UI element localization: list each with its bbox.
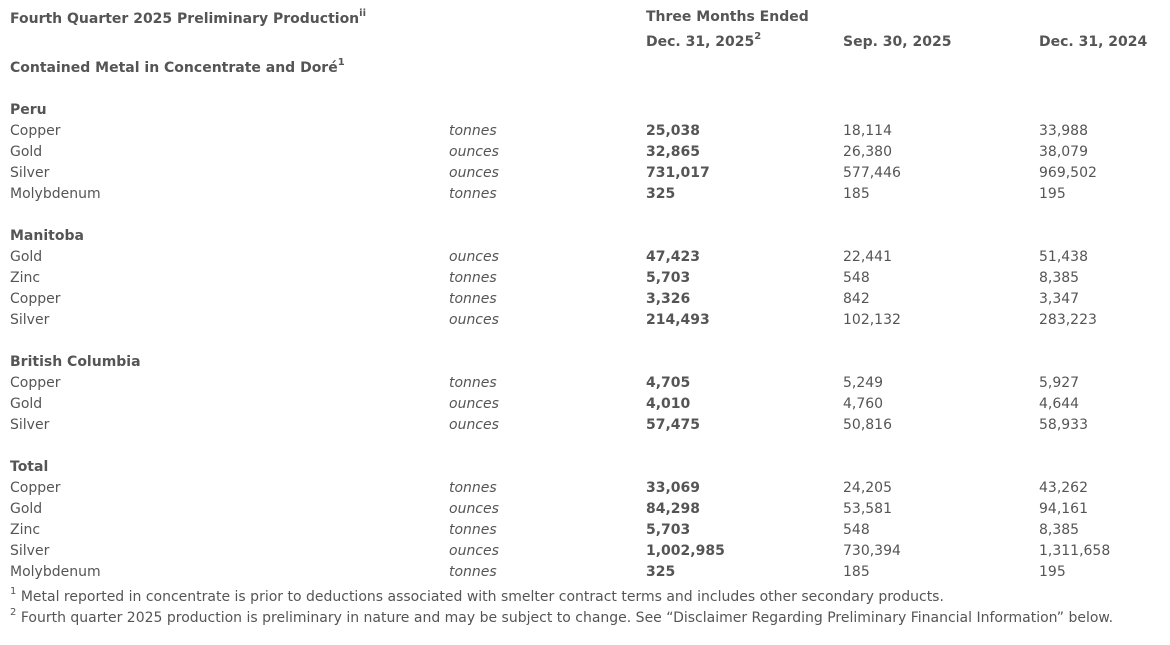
unit-label: tonnes [449, 270, 497, 286]
value-dec-2024: 4,644 [1039, 396, 1080, 412]
unit-label: tonnes [449, 375, 497, 391]
metal-name: Molybdenum [10, 186, 101, 202]
value-dec-2024: 38,079 [1039, 144, 1088, 160]
value-dec-2025: 57,475 [646, 417, 701, 433]
value-dec-2025: 32,865 [646, 144, 701, 160]
unit-label: tonnes [449, 291, 497, 307]
value-sep-2025: 24,205 [843, 480, 892, 496]
value-dec-2024: 5,927 [1039, 375, 1080, 391]
table-row [0, 268, 1170, 289]
footnote-marker: 2 [10, 607, 17, 619]
value-dec-2025: 5,703 [646, 522, 691, 538]
table-row [0, 247, 1170, 268]
unit-label: tonnes [449, 522, 497, 538]
section-title: Manitoba [10, 228, 84, 244]
table-title-text: Fourth Quarter 2025 Preliminary Production [10, 11, 360, 27]
value-dec-2024: 195 [1039, 564, 1066, 580]
footnote-2 [10, 608, 1113, 628]
value-sep-2025: 185 [843, 186, 870, 202]
value-sep-2025: 26,380 [843, 144, 892, 160]
value-sep-2025: 102,132 [843, 312, 901, 328]
value-dec-2024: 51,438 [1039, 249, 1088, 265]
table-row [0, 562, 1170, 583]
table-row [0, 142, 1170, 163]
unit-label: ounces [449, 501, 499, 517]
table-row [0, 478, 1170, 499]
value-dec-2025: 47,423 [646, 249, 701, 265]
value-dec-2024: 195 [1039, 186, 1066, 202]
metal-name: Copper [10, 291, 61, 307]
unit-label: tonnes [449, 564, 497, 580]
value-dec-2024: 8,385 [1039, 522, 1080, 538]
metal-name: Silver [10, 312, 50, 328]
table-row [0, 520, 1170, 541]
value-sep-2025: 22,441 [843, 249, 892, 265]
value-dec-2024: 8,385 [1039, 270, 1080, 286]
table-row [0, 415, 1170, 436]
unit-label: ounces [449, 249, 499, 265]
value-sep-2025: 18,114 [843, 123, 892, 139]
metal-name: Zinc [10, 522, 41, 538]
value-dec-2025: 325 [646, 564, 676, 580]
value-dec-2025: 3,326 [646, 291, 691, 307]
column-header-current-text: Dec. 31, 2025 [646, 34, 755, 50]
column-header-prior-quarter: Sep. 30, 2025 [843, 34, 952, 50]
metal-name: Copper [10, 375, 61, 391]
section-title: Total [10, 459, 49, 475]
metal-name: Gold [10, 144, 43, 160]
footnote-text: Fourth quarter 2025 production is preliminary in nature and may be subject to change. See “Disclaimer Regarding Preliminary Financial Information” below. [20, 610, 1114, 626]
metal-name: Copper [10, 480, 61, 496]
value-sep-2025: 577,446 [843, 165, 901, 181]
metal-name: Silver [10, 417, 50, 433]
value-dec-2025: 325 [646, 186, 676, 202]
value-dec-2024: 94,161 [1039, 501, 1088, 517]
period-header: Three Months Ended [646, 9, 809, 25]
section-title: Peru [10, 102, 47, 118]
value-sep-2025: 50,816 [843, 417, 892, 433]
unit-label: tonnes [449, 186, 497, 202]
table-subtitle [10, 58, 345, 78]
value-dec-2025: 4,010 [646, 396, 691, 412]
value-dec-2024: 283,223 [1039, 312, 1097, 328]
value-dec-2024: 43,262 [1039, 480, 1088, 496]
value-sep-2025: 5,249 [843, 375, 884, 391]
value-dec-2024: 33,988 [1039, 123, 1088, 139]
table-subtitle-text: Contained Metal in Concentrate and Doré [10, 60, 338, 76]
column-header-footnote-marker: 2 [754, 31, 762, 43]
value-dec-2025: 214,493 [646, 312, 710, 328]
unit-label: ounces [449, 396, 499, 412]
title-footnote-marker: ii [359, 8, 367, 20]
table-row [0, 310, 1170, 331]
unit-label: tonnes [449, 480, 497, 496]
value-dec-2024: 969,502 [1039, 165, 1097, 181]
metal-name: Gold [10, 249, 43, 265]
value-dec-2025: 84,298 [646, 501, 701, 517]
table-title [10, 9, 366, 29]
value-sep-2025: 730,394 [843, 543, 901, 559]
unit-label: ounces [449, 417, 499, 433]
unit-label: ounces [449, 543, 499, 559]
subtitle-footnote-marker: 1 [337, 57, 345, 69]
footnote-text: Metal reported in concentrate is prior to deductions associated with smelter contract terms and includes other secondary products. [20, 589, 944, 605]
value-dec-2025: 1,002,985 [646, 543, 725, 559]
unit-label: tonnes [449, 123, 497, 139]
table-row [0, 184, 1170, 205]
metal-name: Gold [10, 396, 43, 412]
value-dec-2024: 58,933 [1039, 417, 1088, 433]
value-sep-2025: 548 [843, 522, 870, 538]
table-row [0, 373, 1170, 394]
metal-name: Gold [10, 501, 43, 517]
metal-name: Silver [10, 165, 50, 181]
unit-label: ounces [449, 144, 499, 160]
table-row [0, 499, 1170, 520]
table-row [0, 541, 1170, 562]
metal-name: Zinc [10, 270, 41, 286]
column-header-prior-year: Dec. 31, 2024 [1039, 34, 1148, 50]
unit-label: ounces [449, 312, 499, 328]
unit-label: ounces [449, 165, 499, 181]
value-dec-2025: 5,703 [646, 270, 691, 286]
table-row [0, 289, 1170, 310]
value-dec-2024: 1,311,658 [1039, 543, 1111, 559]
table-row [0, 163, 1170, 184]
table-row [0, 394, 1170, 415]
metal-name: Silver [10, 543, 50, 559]
value-sep-2025: 4,760 [843, 396, 884, 412]
footnote-marker: 1 [10, 586, 17, 598]
footnote-1 [10, 587, 944, 607]
value-dec-2025: 4,705 [646, 375, 691, 391]
metal-name: Molybdenum [10, 564, 101, 580]
section-title: British Columbia [10, 354, 141, 370]
value-dec-2025: 731,017 [646, 165, 710, 181]
value-sep-2025: 548 [843, 270, 870, 286]
table-row [0, 121, 1170, 142]
value-dec-2025: 25,038 [646, 123, 701, 139]
column-header-current [646, 32, 761, 52]
value-sep-2025: 842 [843, 291, 870, 307]
value-sep-2025: 185 [843, 564, 870, 580]
value-dec-2024: 3,347 [1039, 291, 1080, 307]
metal-name: Copper [10, 123, 61, 139]
value-dec-2025: 33,069 [646, 480, 701, 496]
value-sep-2025: 53,581 [843, 501, 892, 517]
